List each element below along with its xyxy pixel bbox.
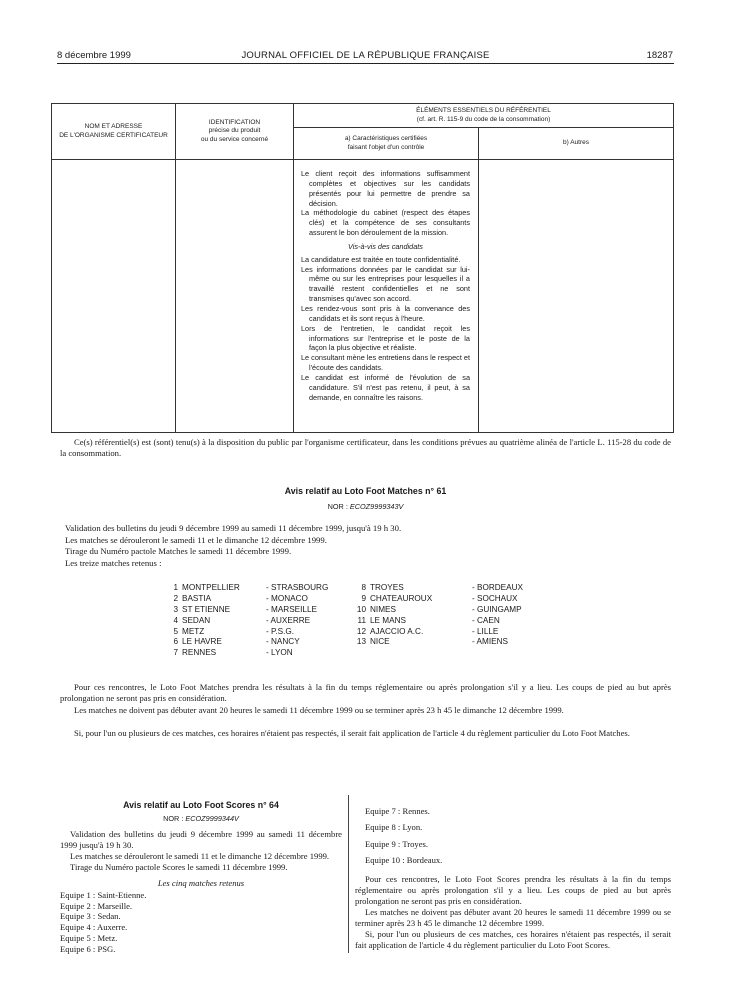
page-number: 18287 [646,50,673,61]
team-line: Equipe 7 : Rennes. [365,806,430,816]
column-divider [348,795,349,953]
team-line: Equipe 9 : Troyes. [365,838,429,849]
table-para: La méthodologie du cabinet (respect des étapes clés) et la compétence de ses consultants assurent le bon déroulement de la mission. [301,208,470,238]
match-row: 10 NIMES - GUINGAMP [356,604,522,614]
journal-title: JOURNAL OFFICIEL DE LA RÉPUBLIQUE FRANÇAISE [241,50,490,61]
intro-line: Les treize matches retenus : [65,557,162,568]
cell-caracteristiques [294,160,479,433]
intro-line: Validation des bulletins du jeudi 9 décembre 1999 au samedi 11 décembre 1999, jusqu'à 19 h 30. [65,523,402,533]
team-line: Equipe 4 : Auxerre. [60,922,128,933]
match-row: 7 RENNES - LYON [173,648,293,658]
scores-para: Si, pour l'un ou plusieurs de ces matches, ces horaires n'étaient pas respectés, il serait fait application de l'article 4 du règlement particulier du Loto Foot Scores. [355,929,671,951]
scores-subheading: Les cinq matches retenus [157,878,245,888]
table-subheading: Vis-à-vis des candidats [348,241,423,251]
elements-title: ÉLÉMENTS ESSENTIELS DU RÉFÉRENTIEL [416,107,551,115]
table-para: Le consultant mène les entretiens dans le respect et l'écoute des candidats. [301,353,470,373]
table-para: Les rendez-vous sont pris à la convenance des candidats et ils sont reçus à l'heure. [301,303,470,323]
loto-scores-left-column [60,800,342,954]
match-row: 5 METZ - P.S.G. [173,626,295,636]
nor-label: NOR : [163,814,186,823]
table-para: La candidature est traitée en toute confidentialité. [301,254,461,264]
matches-rules-para: Pour ces rencontres, le Loto Foot Matches prendra les résultats à la fin du temps réglementaire ou après prolongation s'il y a lieu. Les coups de pied au but après prolongation ne seront pas pris en considération. [60,682,671,703]
scores-para: Validation des bulletins du jeudi 9 décembre 1999 au samedi 11 décembre 1999 jusqu'à 19 h 30. [60,829,342,850]
table-para: Les informations données par le candidat sur lui-même ou sur les entreprises pour lesquelles il a travaillé restent confidentielles et ne sont transmises qu'avec son accord. [301,264,470,304]
table-para: Le client reçoit des informations suffisamment complètes et objectives sur les candidats présentés pour lui permettre de prendre sa décision. [301,169,470,208]
nor-code: ECOZ9999344V [185,814,239,823]
closing-paragraph: Ce(s) référentiel(s) est (sont) tenu(s) à la disposition du public par l'organisme certificateur, dans les conditions prévues au quatrième alinéa de l'article L. 115-28 du code de la consommation. [60,437,671,459]
loto-scores-nor [60,814,342,823]
match-row: 3 ST ETIENNE - MARSEILLE [173,604,317,614]
cell-identification [176,160,294,433]
match-row: 12 AJACCIO A.C. - LILLE [356,626,499,636]
scores-para: Pour ces rencontres, le Loto Foot Scores prendra les résultats à la fin du temps réglementaire ou après prolongation s'il y a lieu. Les coups de pied au but après prolongation ne seront pas pris en considération. [355,874,671,907]
intro-line: Tirage du Numéro pactole Matches le samedi 11 décembre 1999. [65,546,292,556]
match-row: 8 TROYES - BORDEAUX [361,583,523,592]
loto-matches-intro [65,523,665,569]
header-date: 8 décembre 1999 [57,50,131,61]
loto-scores-right-column [355,803,671,951]
col-elements-header [294,104,674,128]
match-row: 13 NICE - AMIENS [356,637,508,647]
team-line: Equipe 2 : Marseille. [60,900,133,911]
scores-para: Les matches se dérouleront le samedi 11 et le dimanche 12 décembre 1999. [70,851,330,861]
nor-label: NOR : [327,502,350,511]
match-row: 1 MONTPELLIER - STRASBOURG [173,583,329,592]
col-identification-header: IDENTIFICATION précise du produit ou du service concerné [176,104,294,160]
team-line: Equipe 10 : Bordeaux. [365,854,443,865]
header-rule [57,63,674,64]
matches-right-column [348,583,523,648]
cell-autres [479,160,674,433]
loto-matches-title: Avis relatif au Loto Foot Matches n° 61 [284,486,447,496]
col-b-header: b) Autres [479,128,674,160]
match-row: 11 LE MANS - CAEN [357,615,500,625]
team-line: Equipe 1 : Saint-Etienne. [60,890,147,900]
loto-matches-nor [0,502,731,511]
cell-organisme [52,160,176,433]
match-row: 6 LE HAVRE - NANCY [173,637,300,647]
table-para: Le candidat est informé de l'évolution de sa candidature. S'il n'est pas retenu, il peut, à sa demande, en connaître les raisons. [301,372,470,402]
team-line: Equipe 5 : Metz. [60,932,118,943]
match-row: 2 BASTIA - MONACO [173,593,308,603]
intro-line: Les matches se dérouleront le samedi 11 et le dimanche 12 décembre 1999. [65,534,327,545]
matches-rules-para: Si, pour l'un ou plusieurs de ces matches, ces horaires n'étaient pas respectés, il serait fait application de l'article 4 du règlement particulier du Loto Foot Matches. [74,728,630,738]
referentiel-table [51,103,674,433]
col-a-header: a) Caractéristiques certifiées faisant l'objet d'un contrôle [294,128,479,160]
col-organisme-header: NOM ET ADRESSE DE L'ORGANISME CERTIFICATEUR [52,104,176,160]
team-line: Equipe 6 : PSG. [60,943,116,954]
loto-scores-title: Avis relatif au Loto Foot Scores n° 64 [123,800,279,810]
elements-subtitle: (cf. art. R. 115-9 du code de la consommation) [416,115,551,123]
matches-rules-para: Les matches ne doivent pas débuter avant 20 heures le samedi 11 décembre 1999 ou se terminer après 23 h 45 le dimanche 12 décembre 1999. [74,705,564,715]
team-line: Equipe 3 : Sedan. [60,911,121,922]
scores-para: Les matches ne doivent pas débuter avant 20 heures le samedi 11 décembre 1999 ou se terminer après 23 h 45 le dimanche 12 décembre 1999. [355,907,671,929]
team-line: Equipe 8 : Lyon. [365,822,423,833]
scores-para: Tirage du Numéro pactole Scores le samedi 11 décembre 1999. [70,862,288,872]
matches-left-column [160,583,328,659]
nor-code: ECOZ9999343V [349,502,404,511]
match-row: 9 CHATEAUROUX - SOCHAUX [361,593,518,603]
table-para: Lors de l'entretien, le candidat reçoit les informations sur l'entreprise et le poste de la façon la plus objective et réaliste. [301,323,470,353]
match-row: 4 SEDAN - AUXERRE [173,615,311,625]
